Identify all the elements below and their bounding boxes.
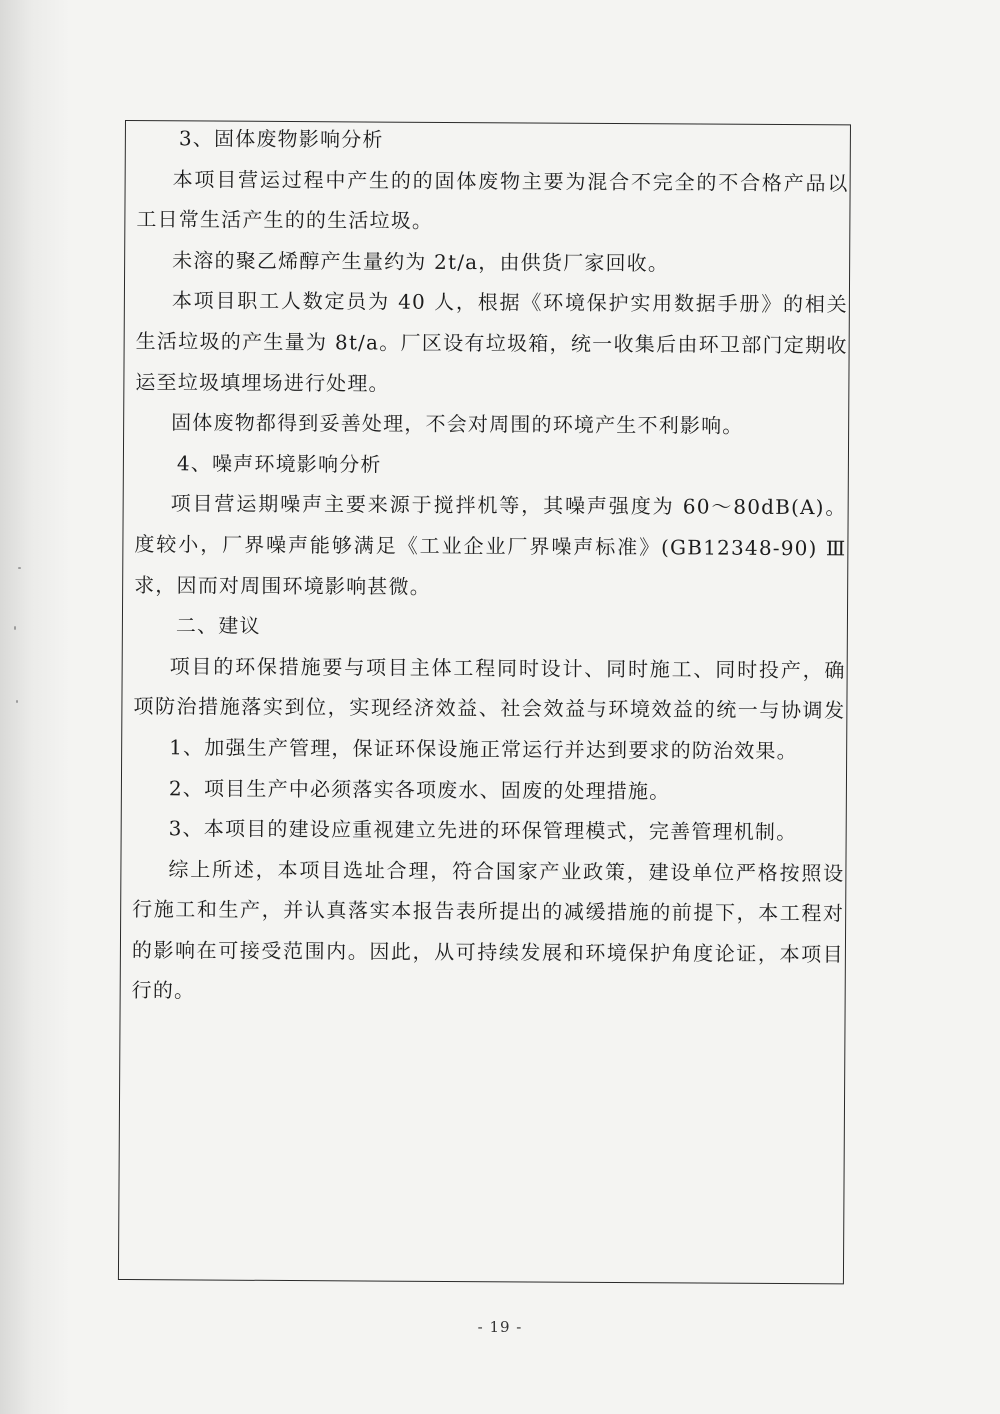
- paragraph-line: 项防治措施落实到位，实现经济效益、社会效益与环境效益的统一与协调发展。: [133, 694, 846, 723]
- section-heading-solid-waste: 3、固体废物影响分析: [178, 126, 384, 152]
- scan-speck: [16, 700, 18, 703]
- scan-edge-shadow: [0, 0, 70, 1414]
- scan-speck: [14, 626, 16, 630]
- paragraph-line: 行的。: [131, 978, 196, 1003]
- scan-speck: [18, 567, 21, 569]
- paragraph-line: 行施工和生产，并认真落实本报告表所提出的减缓措施的前提下，本工程对环境: [132, 897, 845, 926]
- section-heading-suggestions: 二、建议: [175, 613, 261, 638]
- paragraph-line: 工日常生活产生的的生活垃圾。: [136, 207, 434, 233]
- paragraph-line: 未溶的聚乙烯醇产生量约为 2t/a，由供货厂家回收。: [172, 247, 670, 276]
- paragraph-line: 项目营运期噪声主要来源于搅拌机等，其噪声强度为 60～80dB(A)。噪声强: [170, 491, 847, 520]
- section-heading-noise: 4、噪声环境影响分析: [176, 451, 382, 477]
- paragraph-line: 求，因而对周围环境影响甚微。: [134, 572, 432, 599]
- suggestion-item: 2、项目生产中必须落实各项废水、固废的处理措施。: [168, 775, 671, 803]
- paragraph-line: 固体废物都得到妥善处理，不会对周围的环境产生不利影响。: [171, 410, 744, 438]
- paragraph-line: 度较小，厂界噪声能够满足《工业企业厂界噪声标准》(GB12348-90) Ⅲ类标准要: [134, 531, 847, 561]
- paragraph-line: 运至垃圾填埋场进行处理。: [135, 369, 390, 396]
- report-body: [132, 118, 849, 1015]
- paragraph-line: 项目的环保措施要与项目主体工程同时设计、同时施工、同时投产，确保各: [169, 653, 846, 683]
- suggestion-item: 1、加强生产管理，保证环保设施正常运行并达到要求的防治效果。: [169, 735, 798, 763]
- paragraph-line: 生活垃圾的产生量为 8t/a。厂区设有垃圾箱，统一收集后由环卫部门定期收集，: [135, 328, 848, 358]
- paragraph-line: 综上所述，本项目选址合理，符合国家产业政策，建设单位严格按照设计进: [168, 856, 845, 886]
- paragraph-line: 的影响在可接受范围内。因此，从可持续发展和环境保护角度论证，本项目是可: [131, 937, 844, 967]
- page-number: - 19 -: [477, 1318, 523, 1336]
- suggestion-item: 3、本项目的建设应重视建立先进的环保管理模式，完善管理机制。: [168, 816, 798, 845]
- paragraph-line: 本项目职工人数定员为 40 人，根据《环境保护实用数据手册》的相关数据，: [171, 288, 848, 317]
- paragraph-line: 本项目营运过程中产生的的固体废物主要为混合不完全的不合格产品以及职: [172, 166, 849, 195]
